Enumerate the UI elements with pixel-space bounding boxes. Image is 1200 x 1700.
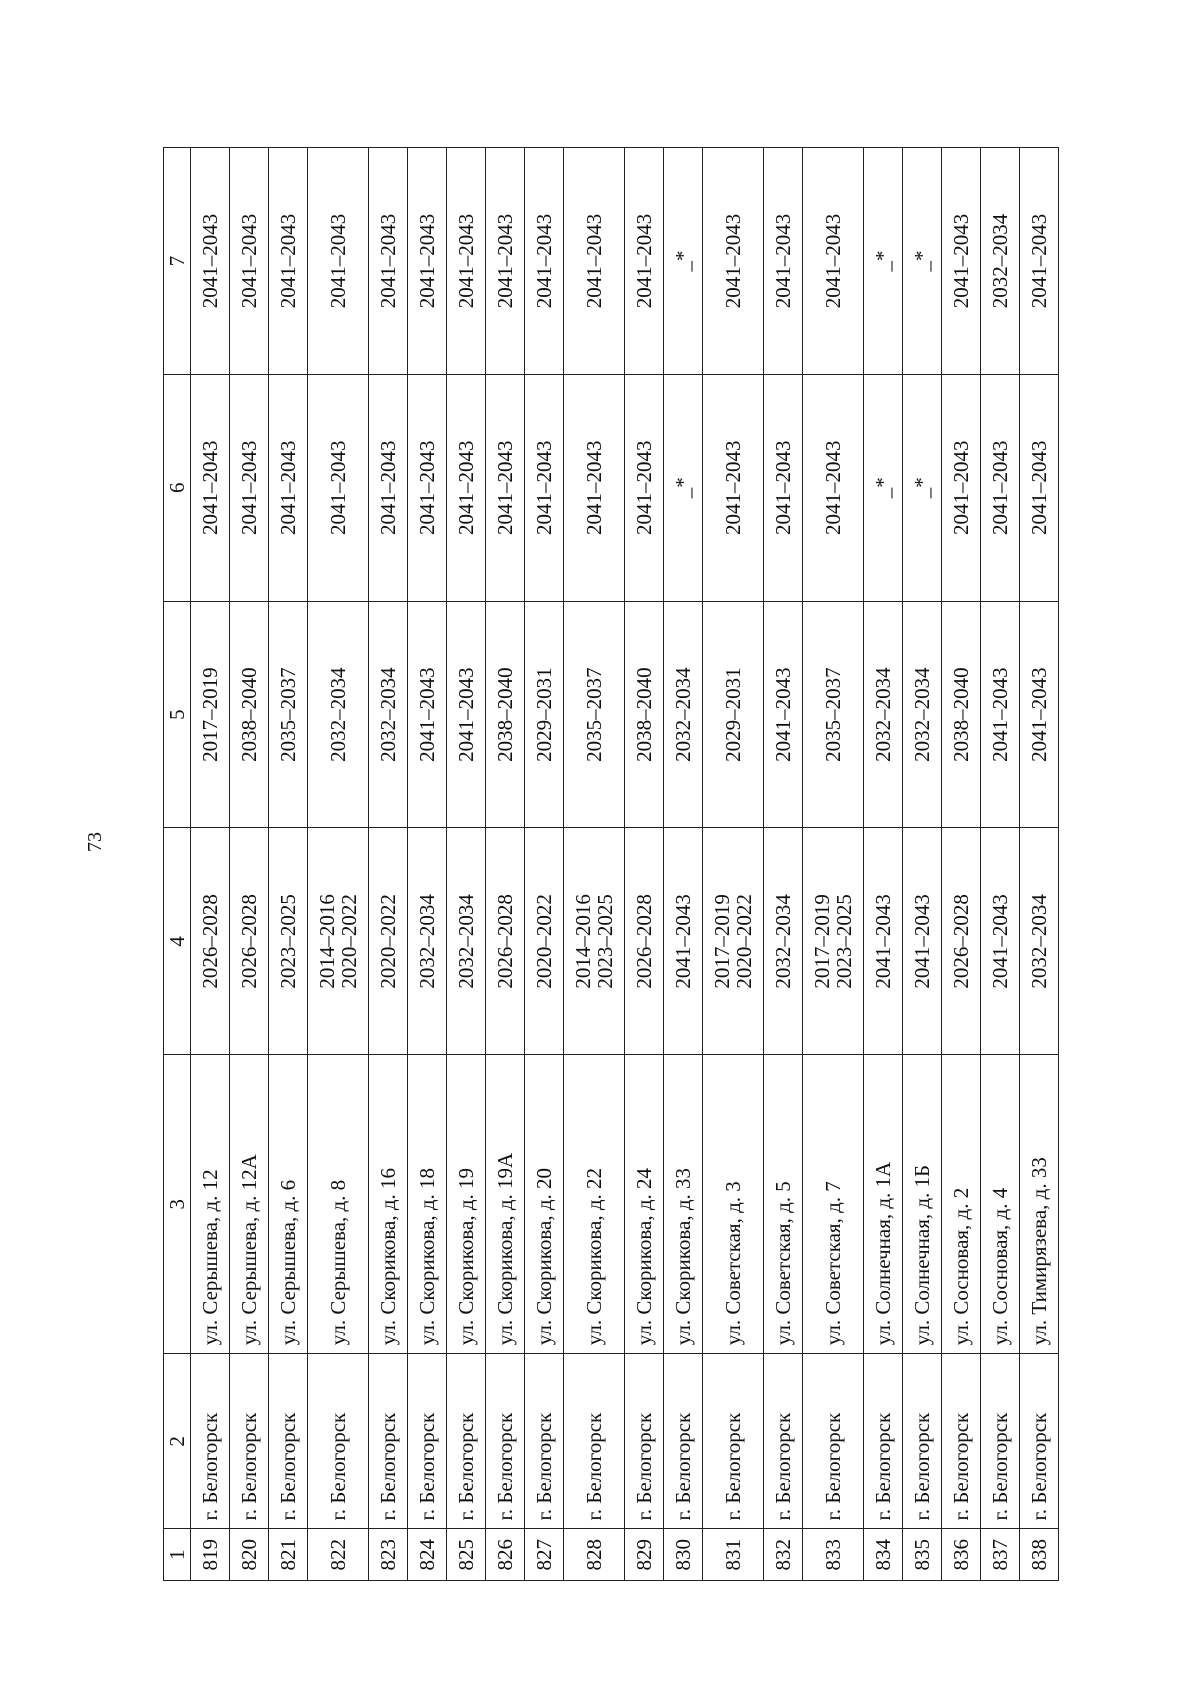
period-line: 2032–2034 bbox=[1027, 894, 1051, 989]
city-cell: г. Белогорск bbox=[564, 1354, 625, 1529]
housing-schedule-table bbox=[163, 147, 1059, 1581]
row-number-cell: 834 bbox=[864, 1529, 903, 1581]
period-col5-cell: 2017–2019 bbox=[191, 601, 230, 828]
row-number-cell: 824 bbox=[408, 1529, 447, 1581]
header-col-5: 5 bbox=[164, 601, 191, 828]
period-col4-cell bbox=[525, 828, 564, 1055]
row-number-cell: 819 bbox=[191, 1529, 230, 1581]
city-cell: г. Белогорск bbox=[864, 1354, 903, 1529]
street-address-cell: ул. Скорикова, д. 16 bbox=[369, 1055, 408, 1354]
period-col6-cell: _* bbox=[664, 374, 703, 601]
table-row bbox=[625, 148, 664, 1581]
period-col4-cell bbox=[764, 828, 803, 1055]
period-col5-cell: 2032–2034 bbox=[369, 601, 408, 828]
period-col4-cell bbox=[703, 828, 764, 1055]
period-col7-cell: 2041–2043 bbox=[269, 148, 308, 375]
city-cell: г. Белогорск bbox=[486, 1354, 525, 1529]
table-row bbox=[803, 148, 864, 1581]
period-col4-cell bbox=[942, 828, 981, 1055]
city-cell: г. Белогорск bbox=[803, 1354, 864, 1529]
period-col5-cell: 2038–2040 bbox=[625, 601, 664, 828]
street-address-cell: ул. Солнечная, д. 1А bbox=[864, 1055, 903, 1354]
table-row bbox=[703, 148, 764, 1581]
period-col7-cell: 2041–2043 bbox=[525, 148, 564, 375]
period-line: 2020–2022 bbox=[376, 894, 400, 989]
period-col5-cell: 2041–2043 bbox=[408, 601, 447, 828]
period-line: 2020–2022 bbox=[732, 894, 756, 989]
period-col5-cell: 2032–2034 bbox=[903, 601, 942, 828]
street-address-cell: ул. Сосновая, д. 4 bbox=[981, 1055, 1020, 1354]
period-col7-cell: 2041–2043 bbox=[625, 148, 664, 375]
period-col7-cell: 2041–2043 bbox=[942, 148, 981, 375]
period-col6-cell: 2041–2043 bbox=[703, 374, 764, 601]
period-col6-cell: 2041–2043 bbox=[764, 374, 803, 601]
period-col4-cell bbox=[1020, 828, 1059, 1055]
period-col7-cell: _* bbox=[864, 148, 903, 375]
period-col6-cell: 2041–2043 bbox=[942, 374, 981, 601]
city-cell: г. Белогорск bbox=[408, 1354, 447, 1529]
period-col6-cell: _* bbox=[864, 374, 903, 601]
city-cell: г. Белогорск bbox=[664, 1354, 703, 1529]
period-col5-cell: 2041–2043 bbox=[981, 601, 1020, 828]
period-col5-cell: 2035–2037 bbox=[269, 601, 308, 828]
row-number-cell: 837 bbox=[981, 1529, 1020, 1581]
city-cell: г. Белогорск bbox=[1020, 1354, 1059, 1529]
row-number-cell: 835 bbox=[903, 1529, 942, 1581]
row-number-cell: 831 bbox=[703, 1529, 764, 1581]
period-col7-cell: 2041–2043 bbox=[230, 148, 269, 375]
header-col-4: 4 bbox=[164, 828, 191, 1055]
table-row bbox=[564, 148, 625, 1581]
period-col7-cell: 2041–2043 bbox=[191, 148, 230, 375]
table-row bbox=[369, 148, 408, 1581]
period-col7-cell: 2041–2043 bbox=[1020, 148, 1059, 375]
city-cell: г. Белогорск bbox=[308, 1354, 369, 1529]
street-address-cell: ул. Скорикова, д. 19 bbox=[447, 1055, 486, 1354]
row-number-cell: 829 bbox=[625, 1529, 664, 1581]
period-col6-cell: 2041–2043 bbox=[564, 374, 625, 601]
period-col4-cell bbox=[486, 828, 525, 1055]
period-col7-cell: 2032–2034 bbox=[981, 148, 1020, 375]
period-col7-cell: _* bbox=[903, 148, 942, 375]
table-row bbox=[942, 148, 981, 1581]
table-row bbox=[864, 148, 903, 1581]
street-address-cell: ул. Советская, д. 3 bbox=[703, 1055, 764, 1354]
period-line: 2023–2025 bbox=[276, 894, 300, 989]
table-row bbox=[525, 148, 564, 1581]
period-col7-cell: 2041–2043 bbox=[564, 148, 625, 375]
city-cell: г. Белогорск bbox=[942, 1354, 981, 1529]
period-line: 2020–2022 bbox=[532, 894, 556, 989]
row-number-cell: 830 bbox=[664, 1529, 703, 1581]
city-cell: г. Белогорск bbox=[369, 1354, 408, 1529]
period-col4-cell bbox=[981, 828, 1020, 1055]
street-address-cell: ул. Сосновая, д. 2 bbox=[942, 1055, 981, 1354]
row-number-cell: 838 bbox=[1020, 1529, 1059, 1581]
table-row bbox=[981, 148, 1020, 1581]
header-col-1: 1 bbox=[164, 1529, 191, 1581]
period-line: 2041–2043 bbox=[910, 894, 934, 989]
street-address-cell: ул. Советская, д. 5 bbox=[764, 1055, 803, 1354]
period-col6-cell: 2041–2043 bbox=[525, 374, 564, 601]
table-row bbox=[764, 148, 803, 1581]
period-col6-cell: 2041–2043 bbox=[230, 374, 269, 601]
period-col7-cell: 2041–2043 bbox=[408, 148, 447, 375]
period-col7-cell: 2041–2043 bbox=[447, 148, 486, 375]
period-col4-cell bbox=[408, 828, 447, 1055]
street-address-cell: ул. Скорикова, д. 24 bbox=[625, 1055, 664, 1354]
header-col-6: 6 bbox=[164, 374, 191, 601]
period-col6-cell: 2041–2043 bbox=[803, 374, 864, 601]
street-address-cell: ул. Скорикова, д. 19А bbox=[486, 1055, 525, 1354]
period-col7-cell: 2041–2043 bbox=[486, 148, 525, 375]
city-cell: г. Белогорск bbox=[981, 1354, 1020, 1529]
table-row bbox=[1020, 148, 1059, 1581]
period-col5-cell: 2041–2043 bbox=[764, 601, 803, 828]
period-col6-cell: 2041–2043 bbox=[308, 374, 369, 601]
period-col6-cell: 2041–2043 bbox=[486, 374, 525, 601]
row-number-cell: 836 bbox=[942, 1529, 981, 1581]
period-col6-cell: 2041–2043 bbox=[408, 374, 447, 601]
street-address-cell: ул. Серышева, д. 12 bbox=[191, 1055, 230, 1354]
table-row bbox=[191, 148, 230, 1581]
row-number-cell: 832 bbox=[764, 1529, 803, 1581]
city-cell: г. Белогорск bbox=[625, 1354, 664, 1529]
period-col4-cell bbox=[369, 828, 408, 1055]
city-cell: г. Белогорск bbox=[191, 1354, 230, 1529]
period-col6-cell: 2041–2043 bbox=[369, 374, 408, 601]
period-col7-cell: 2041–2043 bbox=[369, 148, 408, 375]
period-col7-cell: 2041–2043 bbox=[308, 148, 369, 375]
period-col4-cell bbox=[191, 828, 230, 1055]
row-number-cell: 821 bbox=[269, 1529, 308, 1581]
period-col5-cell: 2041–2043 bbox=[447, 601, 486, 828]
period-line: 2032–2034 bbox=[771, 894, 795, 989]
period-col7-cell: 2041–2043 bbox=[764, 148, 803, 375]
table-row bbox=[664, 148, 703, 1581]
period-line: 2014–2016 bbox=[315, 894, 339, 989]
header-col-7: 7 bbox=[164, 148, 191, 375]
period-col7-cell: _* bbox=[664, 148, 703, 375]
table-row bbox=[269, 148, 308, 1581]
period-col4-cell bbox=[625, 828, 664, 1055]
period-line: 2014–2016 bbox=[571, 894, 595, 989]
city-cell: г. Белогорск bbox=[903, 1354, 942, 1529]
period-line: 2026–2028 bbox=[949, 894, 973, 989]
period-line: 2041–2043 bbox=[671, 894, 695, 989]
period-col5-cell: 2029–2031 bbox=[703, 601, 764, 828]
period-col6-cell: 2041–2043 bbox=[191, 374, 230, 601]
table-header-row bbox=[164, 148, 191, 1581]
table-body bbox=[191, 148, 1059, 1581]
period-col4-cell bbox=[447, 828, 486, 1055]
row-number-cell: 828 bbox=[564, 1529, 625, 1581]
period-col5-cell: 2035–2037 bbox=[803, 601, 864, 828]
period-col5-cell: 2032–2034 bbox=[308, 601, 369, 828]
row-number-cell: 827 bbox=[525, 1529, 564, 1581]
row-number-cell: 826 bbox=[486, 1529, 525, 1581]
row-number-cell: 825 bbox=[447, 1529, 486, 1581]
street-address-cell: ул. Серышева, д. 6 bbox=[269, 1055, 308, 1354]
period-col7-cell: 2041–2043 bbox=[803, 148, 864, 375]
period-col5-cell: 2032–2034 bbox=[664, 601, 703, 828]
row-number-cell: 833 bbox=[803, 1529, 864, 1581]
header-col-2: 2 bbox=[164, 1354, 191, 1529]
period-line: 2032–2034 bbox=[454, 894, 478, 989]
period-line: 2026–2028 bbox=[493, 894, 517, 989]
period-line: 2017–2019 bbox=[810, 894, 834, 989]
period-line: 2023–2025 bbox=[832, 894, 856, 989]
city-cell: г. Белогорск bbox=[764, 1354, 803, 1529]
street-address-cell: ул. Серышева, д. 8 bbox=[308, 1055, 369, 1354]
table-row bbox=[447, 148, 486, 1581]
period-line: 2020–2022 bbox=[337, 894, 361, 989]
period-col7-cell: 2041–2043 bbox=[703, 148, 764, 375]
table-row bbox=[308, 148, 369, 1581]
street-address-cell: ул. Скорикова, д. 20 bbox=[525, 1055, 564, 1354]
period-col6-cell: 2041–2043 bbox=[981, 374, 1020, 601]
period-col4-cell bbox=[269, 828, 308, 1055]
period-col5-cell: 2038–2040 bbox=[942, 601, 981, 828]
row-number-cell: 822 bbox=[308, 1529, 369, 1581]
period-line: 2041–2043 bbox=[988, 894, 1012, 989]
period-line: 2026–2028 bbox=[632, 894, 656, 989]
period-col4-cell bbox=[864, 828, 903, 1055]
row-number-cell: 823 bbox=[369, 1529, 408, 1581]
period-col6-cell: 2041–2043 bbox=[269, 374, 308, 601]
city-cell: г. Белогорск bbox=[230, 1354, 269, 1529]
street-address-cell: ул. Скорикова, д. 22 bbox=[564, 1055, 625, 1354]
period-col6-cell: _* bbox=[903, 374, 942, 601]
header-col-3: 3 bbox=[164, 1055, 191, 1354]
period-col5-cell: 2038–2040 bbox=[486, 601, 525, 828]
period-line: 2041–2043 bbox=[871, 894, 895, 989]
city-cell: г. Белогорск bbox=[447, 1354, 486, 1529]
table-row bbox=[408, 148, 447, 1581]
street-address-cell: ул. Тимирязева, д. 33 bbox=[1020, 1055, 1059, 1354]
period-col5-cell: 2029–2031 bbox=[525, 601, 564, 828]
period-line: 2032–2034 bbox=[415, 894, 439, 989]
period-col6-cell: 2041–2043 bbox=[1020, 374, 1059, 601]
table-row bbox=[903, 148, 942, 1581]
period-line: 2023–2025 bbox=[593, 894, 617, 989]
table-row bbox=[230, 148, 269, 1581]
period-col4-cell bbox=[230, 828, 269, 1055]
period-col5-cell: 2038–2040 bbox=[230, 601, 269, 828]
period-col5-cell: 2041–2043 bbox=[1020, 601, 1059, 828]
page-number: 73 bbox=[84, 832, 106, 852]
street-address-cell: ул. Солнечная, д. 1Б bbox=[903, 1055, 942, 1354]
period-col4-cell bbox=[564, 828, 625, 1055]
period-col4-cell bbox=[903, 828, 942, 1055]
street-address-cell: ул. Скорикова, д. 33 bbox=[664, 1055, 703, 1354]
street-address-cell: ул. Советская, д. 7 bbox=[803, 1055, 864, 1354]
period-col6-cell: 2041–2043 bbox=[625, 374, 664, 601]
period-col4-cell bbox=[664, 828, 703, 1055]
period-col4-cell bbox=[803, 828, 864, 1055]
period-line: 2026–2028 bbox=[237, 894, 261, 989]
period-line: 2026–2028 bbox=[198, 894, 222, 989]
period-line: 2017–2019 bbox=[710, 894, 734, 989]
street-address-cell: ул. Скорикова, д. 18 bbox=[408, 1055, 447, 1354]
period-col5-cell: 2032–2034 bbox=[864, 601, 903, 828]
city-cell: г. Белогорск bbox=[525, 1354, 564, 1529]
period-col4-cell bbox=[308, 828, 369, 1055]
table-row bbox=[486, 148, 525, 1581]
period-col6-cell: 2041–2043 bbox=[447, 374, 486, 601]
period-col5-cell: 2035–2037 bbox=[564, 601, 625, 828]
city-cell: г. Белогорск bbox=[269, 1354, 308, 1529]
city-cell: г. Белогорск bbox=[703, 1354, 764, 1529]
street-address-cell: ул. Серышева, д. 12А bbox=[230, 1055, 269, 1354]
row-number-cell: 820 bbox=[230, 1529, 269, 1581]
